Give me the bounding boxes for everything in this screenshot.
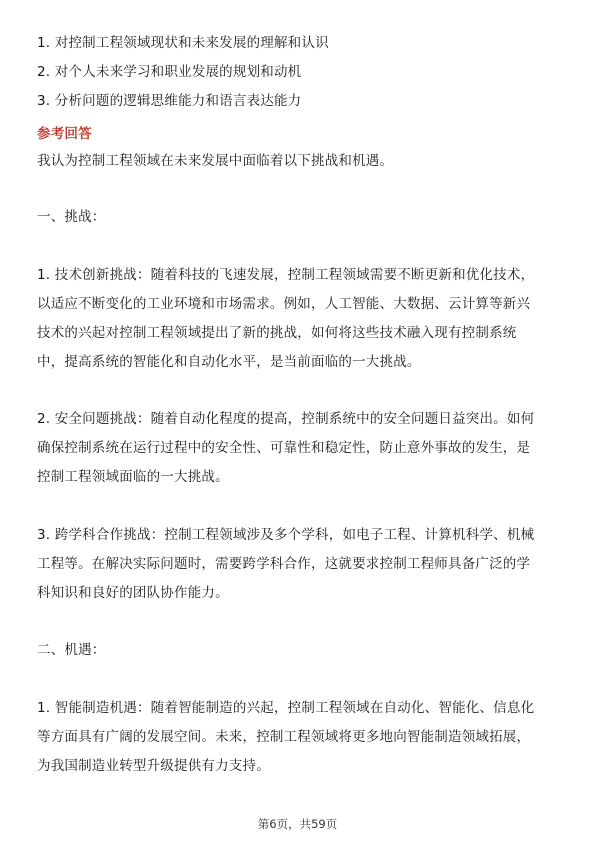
section-heading-challenges: 一、挑战： (37, 209, 106, 225)
challenge-1-line-3: 技术的兴起对控制工程领域提出了新的挑战，如何将这些技术融入现有控制系统 (37, 325, 517, 341)
requirement-item-3: 3. 分析问题的逻辑思维能力和语言表达能力 (37, 93, 302, 109)
intro-paragraph: 我认为控制工程领域在未来发展中面临着以下挑战和机遇。 (37, 153, 394, 169)
challenge-3-line-3: 科知识和良好的团队协作能力。 (37, 585, 229, 601)
section-heading-opportunities: 二、机遇： (37, 642, 106, 658)
challenge-2-line-3: 控制工程领域面临的一大挑战。 (37, 469, 229, 485)
opportunity-1-line-2: 等方面具有广阔的发展空间。未来，控制工程领域将更多地向智能制造领域拓展， (37, 729, 531, 745)
challenge-2-line-1: 2. 安全问题挑战：随着自动化程度的提高，控制系统中的安全问题日益突出。如何 (37, 411, 535, 427)
opportunity-1-line-3: 为我国制造业转型升级提供有力支持。 (37, 758, 270, 774)
challenge-1-line-1: 1. 技术创新挑战：随着科技的飞速发展，控制工程领域需要不断更新和优化技术， (37, 267, 535, 283)
answer-heading: 参考回答 (37, 126, 92, 142)
challenge-1-line-2: 以适应不断变化的工业环境和市场需求。例如，人工智能、大数据、云计算等新兴 (37, 296, 531, 312)
requirement-item-2: 2. 对个人未来学习和职业发展的规划和动机 (37, 64, 302, 80)
opportunity-1-line-1: 1. 智能制造机遇：随着智能制造的兴起，控制工程领域在自动化、智能化、信息化 (37, 700, 535, 716)
requirement-item-1: 1. 对控制工程领域现状和未来发展的理解和认识 (37, 35, 329, 51)
challenge-3-line-2: 工程等。在解决实际问题时，需要跨学科合作，这就要求控制工程师具备广泛的学 (37, 556, 531, 572)
page-number-footer: 第6页，共59页 (257, 817, 338, 831)
challenge-3-line-1: 3. 跨学科合作挑战：控制工程领域涉及多个学科，如电子工程、计算机科学、机械 (37, 527, 535, 543)
challenge-2-line-2: 确保控制系统在运行过程中的安全性、可靠性和稳定性，防止意外事故的发生，是 (37, 440, 531, 456)
challenge-1-line-4: 中，提高系统的智能化和自动化水平，是当前面临的一大挑战。 (37, 354, 421, 370)
